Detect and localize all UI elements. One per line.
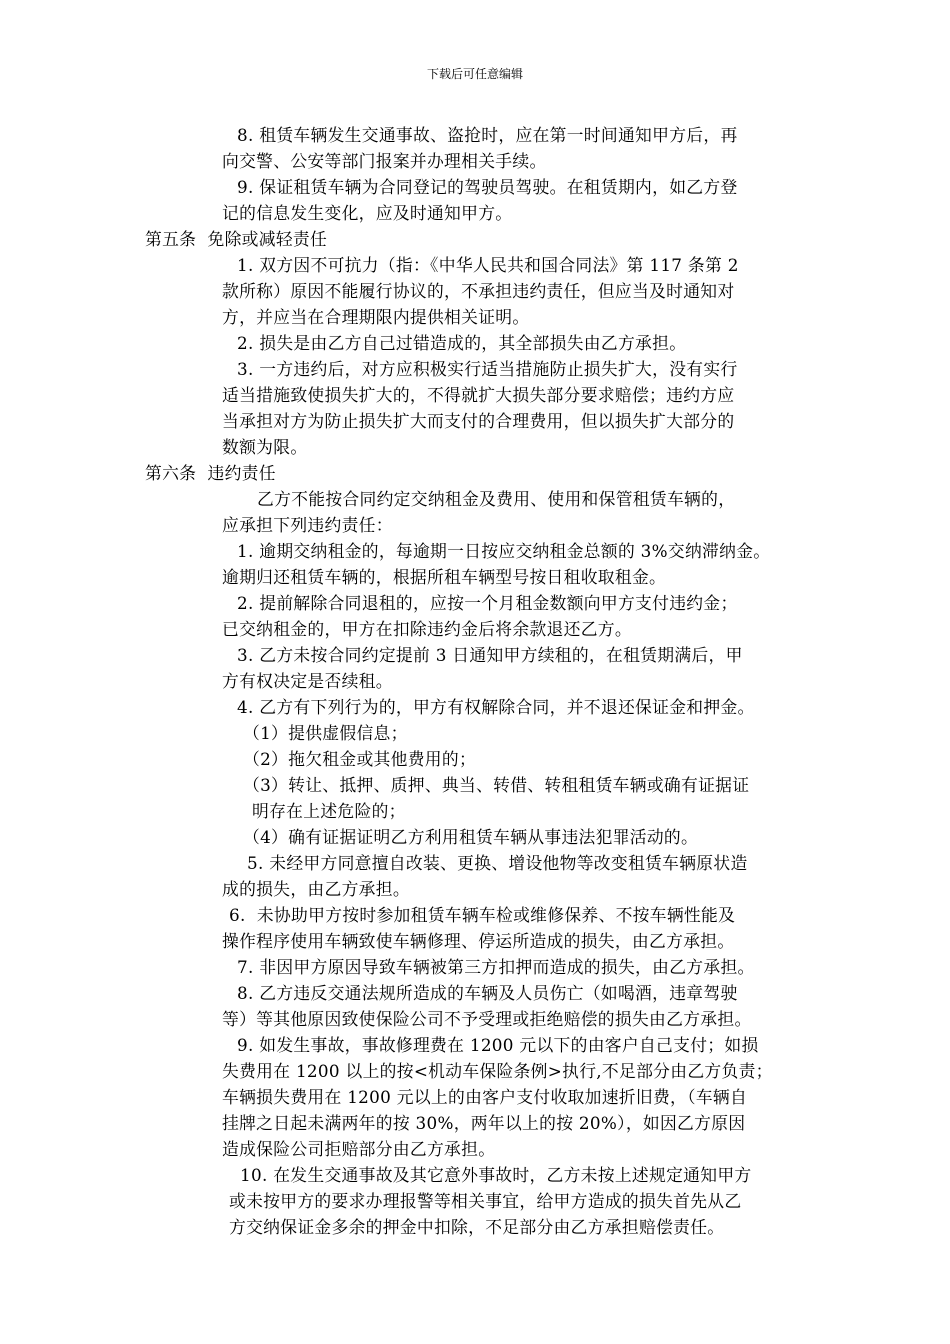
section-heading: 第六条 违约责任 xyxy=(145,463,276,483)
text-line: 9. 如发生事故，事故修理费在 1200 元以下的由客户自己支付；如损 xyxy=(237,1035,759,1055)
text-line: 挂牌之日起未满两年的按 30%，两年以上的按 20%），如因乙方原因 xyxy=(222,1113,746,1133)
text-line: 应承担下列违约责任： xyxy=(222,515,393,535)
text-line: 款所称）原因不能履行协议的，不承担违约责任，但应当及时通知对 xyxy=(222,281,735,301)
text-line: （4）确有证据证明乙方利用租赁车辆从事违法犯罪活动的。 xyxy=(243,827,699,847)
text-line: 方，并应当在合理期限内提供相关证明。 xyxy=(222,307,530,327)
text-line: 成的损失，由乙方承担。 xyxy=(222,879,410,899)
text-line: 1. 逾期交纳租金的，每逾期一日按应交纳租金总额的 3%交纳滞纳金。 xyxy=(237,541,771,561)
text-line: 7. 非因甲方原因导致车辆被第三方扣押而造成的损失，由乙方承担。 xyxy=(237,957,755,977)
text-line: 2. 提前解除合同退租的，应按一个月租金数额向甲方支付违约金； xyxy=(237,593,738,613)
text-line: 8. 乙方违反交通法规所造成的车辆及人员伤亡（如喝酒，违章驾驶 xyxy=(237,983,738,1003)
text-line: 方有权决定是否续租。 xyxy=(222,671,393,691)
text-line: 3. 一方违约后，对方应积极实行适当措施防止损失扩大，没有实行 xyxy=(237,359,738,379)
text-line: 记的信息发生变化，应及时通知甲方。 xyxy=(222,203,513,223)
text-line: 4. 乙方有下列行为的，甲方有权解除合同，并不退还保证金和押金。 xyxy=(237,697,755,717)
text-line: 8. 租赁车辆发生交通事故、盗抢时，应在第一时间通知甲方后，再 xyxy=(237,125,738,145)
text-line: 10. 在发生交通事故及其它意外事故时，乙方未按上述规定通知甲方 xyxy=(240,1165,752,1185)
section-heading: 第五条 免除或减轻责任 xyxy=(145,229,328,249)
text-line: 方交纳保证金多余的押金中扣除，不足部分由乙方承担赔偿责任。 xyxy=(229,1217,725,1237)
text-line: 失费用在 1200 以上的按<机动车保险条例>执行,不足部分由乙方负责； xyxy=(222,1061,773,1081)
text-line: 已交纳租金的，甲方在扣除违约金后将余款退还乙方。 xyxy=(222,619,632,639)
text-line: 3. 乙方未按合同约定提前 3 日通知甲方续租的，在租赁期满后，甲 xyxy=(237,645,743,665)
text-line: 数额为限。 xyxy=(222,437,308,457)
text-line: 向交警、公安等部门报案并办理相关手续。 xyxy=(222,151,547,171)
text-line: 5. 未经甲方同意擅自改装、更换、增设他物等改变租赁车辆原状造 xyxy=(247,853,748,873)
text-line: 等）等其他原因致使保险公司不予受理或拒绝赔偿的损失由乙方承担。 xyxy=(222,1009,752,1029)
text-line: （1）提供虚假信息； xyxy=(243,723,408,743)
page-header: 下载后可任意编辑 xyxy=(426,67,523,81)
text-line: 操作程序使用车辆致使车辆修理、停运所造成的损失，由乙方承担。 xyxy=(222,931,735,951)
text-line: 乙方不能按合同约定交纳租金及费用、使用和保管租赁车辆的， xyxy=(257,489,736,509)
text-line: 1. 双方因不可抗力（指：《中华人民共和国合同法》第 117 条第 2 xyxy=(237,255,739,275)
text-line: 或未按甲方的要求办理报警等相关事宜，给甲方造成的损失首先从乙 xyxy=(229,1191,742,1211)
text-line: 适当措施致使损失扩大的，不得就扩大损失部分要求赔偿；违约方应 xyxy=(222,385,735,405)
text-line: 2. 损失是由乙方自己过错造成的，其全部损失由乙方承担。 xyxy=(237,333,687,353)
text-line: 9. 保证租赁车辆为合同登记的驾驶员驾驶。在租赁期内，如乙方登 xyxy=(237,177,738,197)
text-line: 当承担对方为防止损失扩大而支付的合理费用，但以损失扩大部分的 xyxy=(222,411,735,431)
text-line: 明存在上述危险的； xyxy=(252,801,406,821)
text-line: 逾期归还租赁车辆的，根据所租车辆型号按日租收取租金。 xyxy=(222,567,667,587)
text-line: （3）转让、抵押、质押、典当、转借、转租租赁车辆或确有证据证 xyxy=(243,775,750,795)
text-line: 6. 未协助甲方按时参加租赁车辆车检或维修保养、不按车辆性能及 xyxy=(229,905,736,925)
text-line: 车辆损失费用在 1200 元以上的由客户支付收取加速折旧费，（车辆自 xyxy=(222,1087,748,1107)
text-line: （2）拖欠租金或其他费用的； xyxy=(243,749,477,769)
text-line: 造成保险公司拒赔部分由乙方承担。 xyxy=(222,1139,496,1159)
